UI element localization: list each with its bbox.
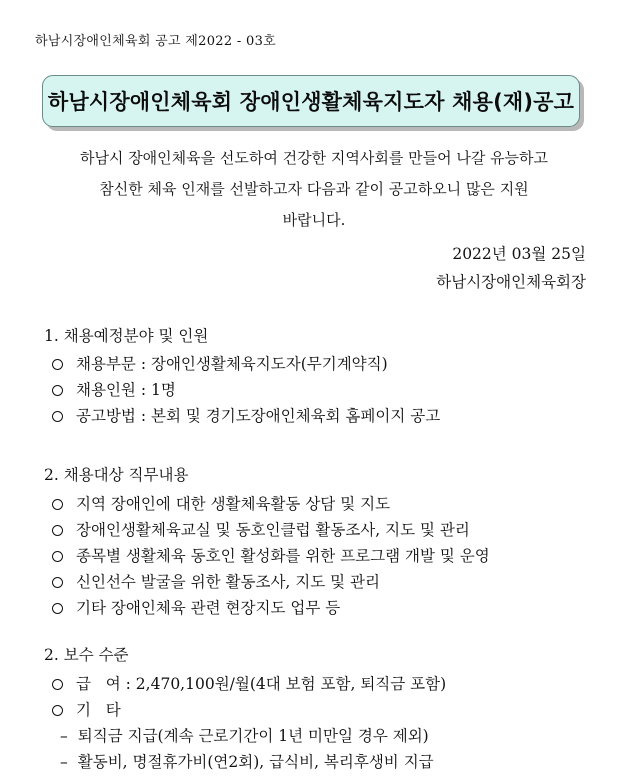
list-item-text: 기타 장애인체육 관련 현장지도 업무 등 <box>76 599 341 617</box>
list-item-text: 공고방법 : 본회 및 경기도장애인체육회 홈페이지 공고 <box>76 407 441 425</box>
dash-bullet-icon: – <box>60 753 68 771</box>
list-item <box>52 697 446 723</box>
sub-list-item-text: 활동비, 명절휴가비(연2회), 급식비, 복리후생비 지급 <box>77 753 434 771</box>
list-item <box>52 671 446 697</box>
circle-bullet-icon <box>52 525 63 536</box>
circle-bullet-icon <box>52 499 63 510</box>
announcement-date: 2022년 03월 25일 <box>452 245 586 263</box>
section-title: 2. 보수 수준 <box>44 646 129 664</box>
list-item-text: 신인선수 발굴을 위한 활동조사, 지도 및 관리 <box>76 573 381 591</box>
circle-bullet-icon <box>52 705 63 716</box>
dash-bullet-icon: – <box>60 727 68 745</box>
sub-list-item <box>60 723 446 749</box>
circle-bullet-icon <box>52 679 63 690</box>
section-compensation <box>44 642 446 775</box>
circle-bullet-icon <box>52 551 63 562</box>
list-item <box>52 517 490 543</box>
list-item-text: 지역 장애인에 대한 생활체육활동 상담 및 지도 <box>76 495 391 513</box>
list-item-text: 기 타 <box>76 701 121 719</box>
list-item-text: 급 여 : 2,470,100원/월(4대 보험 포함, 퇴직금 포함) <box>76 675 447 693</box>
section-job-duties <box>44 462 490 621</box>
intro-paragraph <box>40 143 588 236</box>
circle-bullet-icon <box>52 359 63 370</box>
sub-list-item-text: 퇴직금 지급(계속 근로기간이 1년 미만일 경우 제외) <box>77 727 429 745</box>
list-item <box>52 543 490 569</box>
intro-line: 참신한 체육 인재를 선발하고자 다음과 같이 공고하오니 많은 지원 <box>99 180 529 198</box>
list-item <box>52 569 490 595</box>
document-number: 하남시장애인체육회 공고 제2022 - 03호 <box>35 34 277 49</box>
sub-list-item <box>60 749 446 775</box>
list-item-text: 장애인생활체육교실 및 동호인클럽 활동조사, 지도 및 관리 <box>76 521 470 539</box>
list-item <box>52 491 490 517</box>
intro-line: 하남시 장애인체육을 선도하여 건강한 지역사회를 만들어 나갈 유능하고 <box>79 149 549 167</box>
intro-line: 바랍니다. <box>282 211 346 229</box>
list-item <box>52 403 440 429</box>
section-title: 1. 채용예정분야 및 인원 <box>44 327 209 345</box>
list-item <box>52 377 440 403</box>
circle-bullet-icon <box>52 603 63 614</box>
circle-bullet-icon <box>52 385 63 396</box>
section-recruitment-field <box>44 323 440 429</box>
section-title: 2. 채용대상 직무내용 <box>44 466 189 484</box>
list-item-text: 채용인원 : 1명 <box>76 381 176 399</box>
list-item-text: 채용부문 : 장애인생활체육지도자(무기계약직) <box>76 355 388 373</box>
list-item <box>52 351 440 377</box>
page-title: 하남시장애인체육회 장애인생활체육지도자 채용(재)공고 <box>47 90 575 114</box>
list-item <box>52 595 490 621</box>
signer-name: 하남시장애인체육회장 <box>436 273 586 291</box>
list-item-text: 종목별 생활체육 동호인 활성화를 위한 프로그램 개발 및 운영 <box>76 547 490 565</box>
circle-bullet-icon <box>52 411 63 422</box>
circle-bullet-icon <box>52 577 63 588</box>
title-banner <box>42 75 580 127</box>
